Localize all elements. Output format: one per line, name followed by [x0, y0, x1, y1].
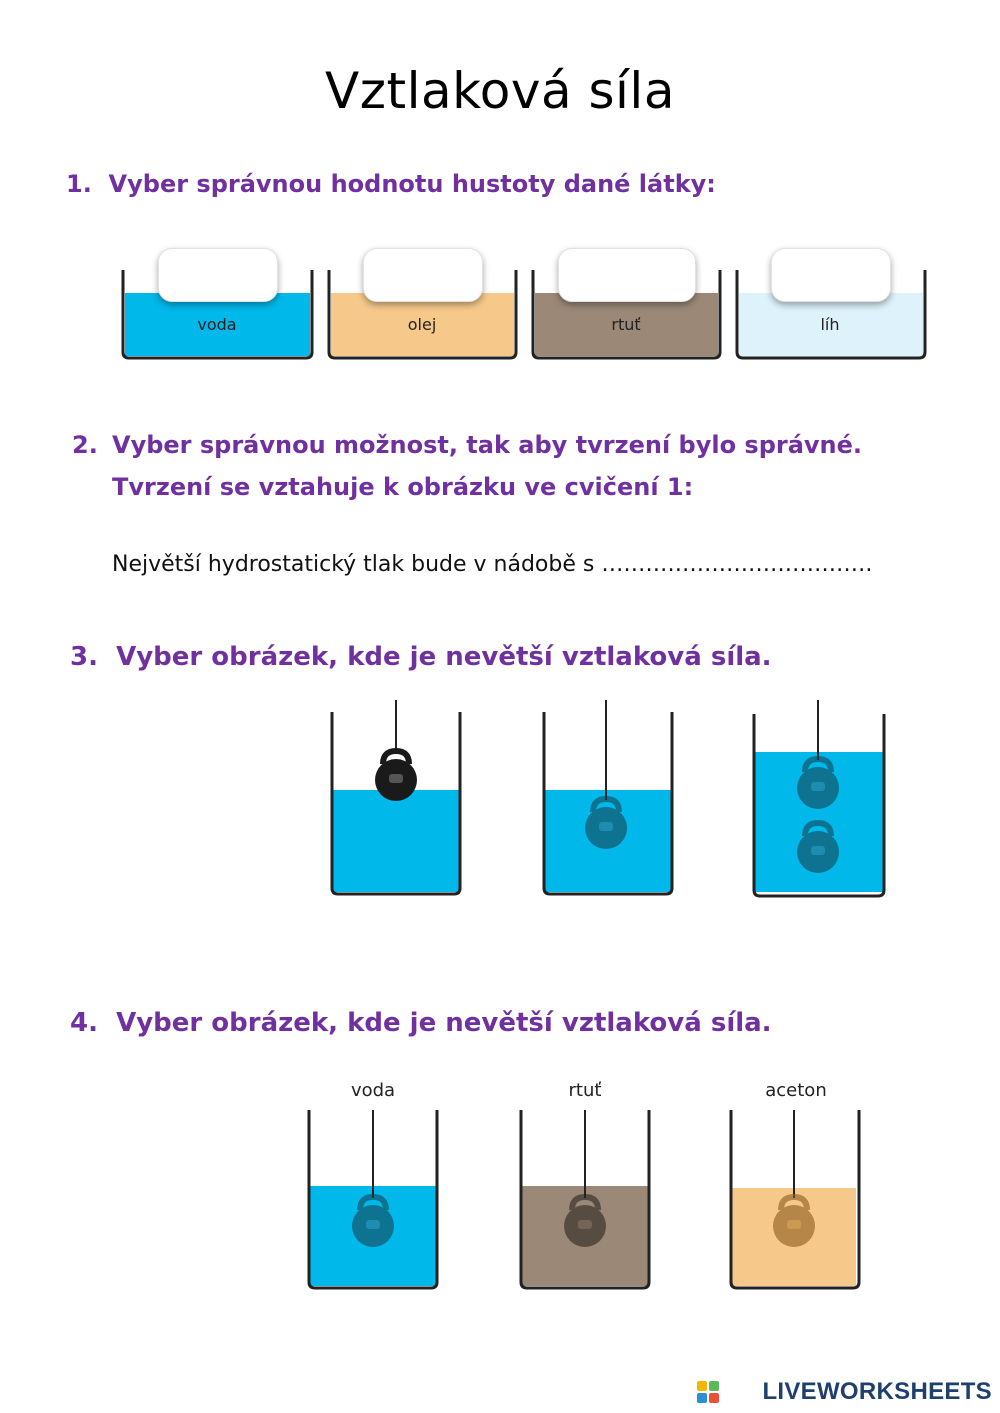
question-4-text: Vyber obrázek, kde je nevětší vztlaková síla.: [116, 1008, 772, 1038]
brand-logo-icon: [697, 1381, 719, 1403]
q1-label-olej: olej: [407, 315, 437, 334]
q4-option-voda[interactable]: [309, 1080, 437, 1288]
q4-option-rtut[interactable]: [521, 1080, 649, 1288]
answer-slot-olej[interactable]: [363, 248, 483, 302]
q3-option-3[interactable]: [754, 700, 884, 896]
statement-dropdown[interactable]: Největší hydrostatický tlak bude v nádobě s ……………………………….: [112, 552, 873, 577]
question-2-number: 2.: [72, 431, 98, 459]
question-3-number: 3.: [70, 642, 98, 672]
answer-slot-rtut[interactable]: [558, 248, 696, 302]
question-2-text: Vyber správnou možnost, tak aby tvrzení bylo správné. Tvrzení se vztahuje k obrázku ve cvičení 1:: [112, 431, 863, 501]
q4-label-voda: voda: [350, 1080, 396, 1101]
q4-option-aceton[interactable]: [731, 1080, 859, 1288]
q1-label-lih: líh: [820, 315, 840, 334]
q3-option-2[interactable]: [544, 700, 672, 894]
question-2: [72, 424, 952, 508]
answer-slot-lih[interactable]: [771, 248, 891, 302]
question-1-number: 1.: [66, 170, 92, 198]
kettlebell-icon: [375, 751, 417, 801]
q3-option-1[interactable]: [332, 700, 460, 894]
question-3-text: Vyber obrázek, kde je nevětší vztlaková síla.: [116, 642, 772, 672]
question-1-text: Vyber správnou hodnotu hustoty dané látky:: [108, 170, 716, 198]
q4-label-aceton: aceton: [765, 1080, 827, 1101]
page-title: Vztlaková síla: [325, 62, 675, 120]
q1-label-voda: voda: [197, 315, 237, 334]
brand-name[interactable]: LIVEWORKSHEETS: [762, 1378, 992, 1405]
question-4: [70, 1008, 772, 1038]
q4-label-rtut: rtuť: [568, 1080, 602, 1101]
question-3: [70, 642, 772, 672]
q3-liquid-1: [333, 790, 459, 892]
answer-slot-voda[interactable]: [158, 248, 278, 302]
question-4-number: 4.: [70, 1008, 98, 1038]
q1-label-rtut: rtuť: [611, 315, 641, 334]
